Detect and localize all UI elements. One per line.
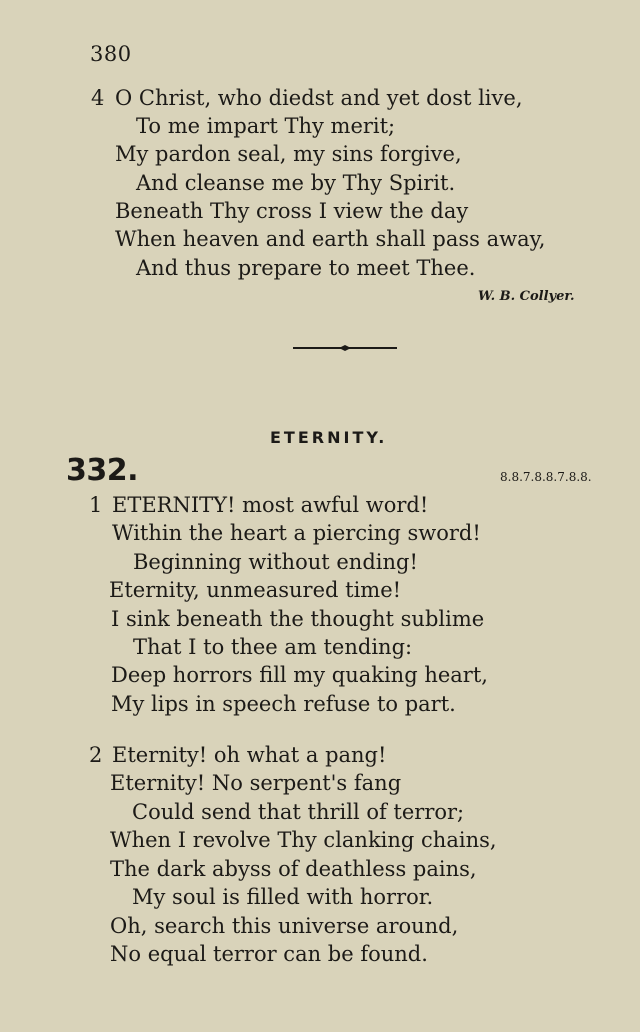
- verse-line: Could send that thrill of terror;: [132, 800, 465, 824]
- verse-line: My pardon seal, my sins forgive,: [115, 142, 462, 166]
- stanza-number: 2: [89, 743, 103, 767]
- verse-line: My lips in speech refuse to part.: [111, 692, 456, 716]
- verse-line: Deep horrors fill my quaking heart,: [111, 663, 488, 687]
- verse-line: Oh, search this universe around,: [110, 914, 459, 938]
- verse-line: That I to thee am tending:: [133, 635, 413, 659]
- page-number: 380: [90, 42, 132, 66]
- verse-line: Beginning without ending!: [133, 550, 418, 574]
- stanza-number: 1: [89, 493, 103, 517]
- verse-line: O Christ, who diedst and yet dost live,: [115, 86, 523, 110]
- verse-line: I sink beneath the thought sublime: [111, 607, 485, 631]
- verse-line: To me impart Thy merit;: [136, 114, 396, 138]
- stanza-number: 4: [91, 86, 105, 110]
- verse-line: Beneath Thy cross I view the day: [115, 199, 469, 223]
- verse-line: And cleanse me by Thy Spirit.: [136, 171, 456, 195]
- verse-line: The dark abyss of deathless pains,: [110, 857, 477, 881]
- verse-line: When I revolve Thy clanking chains,: [110, 828, 497, 852]
- verse-line: ETERNITY! most awful word!: [112, 493, 429, 517]
- author-attribution: W. B. Collyer.: [478, 289, 575, 304]
- ornament-divider: [293, 342, 397, 354]
- verse-line: No equal terror can be found.: [110, 942, 428, 966]
- hymn-number: 332.: [66, 453, 139, 488]
- hymn-meter: 8.8.7.8.8.7.8.8.: [500, 470, 592, 484]
- verse-line: And thus prepare to meet Thee.: [136, 256, 476, 280]
- verse-line: Eternity, unmeasured time!: [109, 578, 402, 602]
- verse-line: When heaven and earth shall pass away,: [115, 227, 546, 251]
- hymn-title: ETERNITY.: [270, 428, 388, 447]
- verse-line: Eternity! oh what a pang!: [112, 743, 387, 767]
- verse-line: Eternity! No serpent's fang: [110, 771, 402, 795]
- verse-line: Within the heart a piercing sword!: [112, 521, 481, 545]
- verse-line: My soul is filled with horror.: [132, 885, 434, 909]
